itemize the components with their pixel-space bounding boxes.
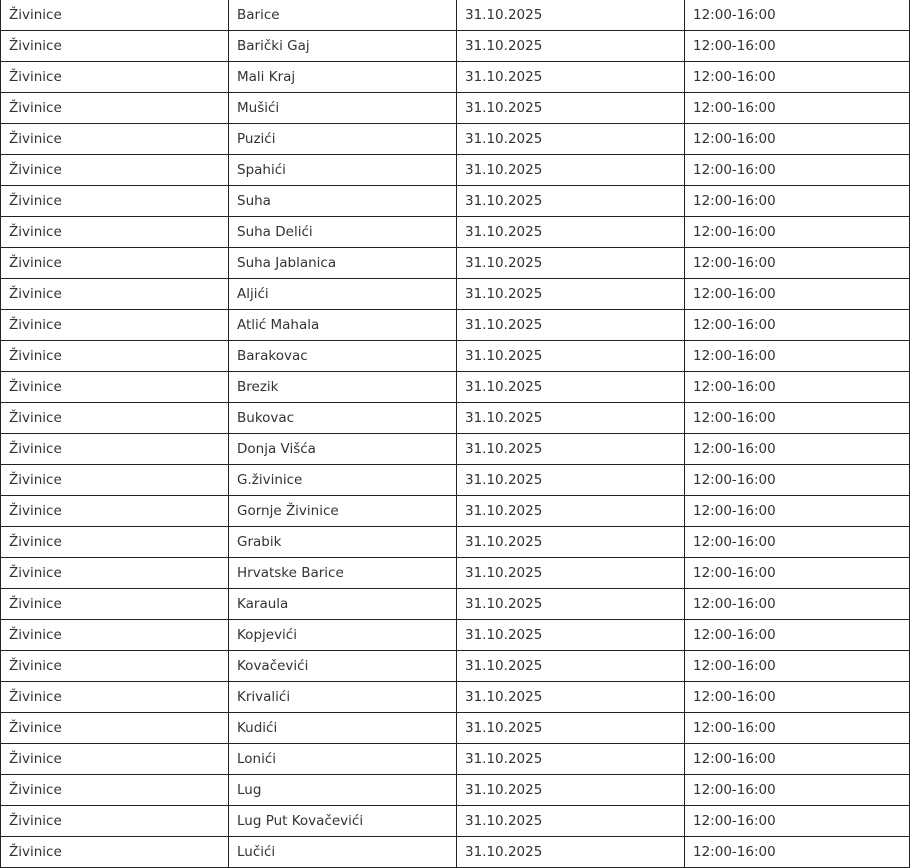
table-row	[1, 248, 910, 279]
municipality-cell: Živinice	[1, 682, 229, 713]
table-row	[1, 62, 910, 93]
table-row	[1, 589, 910, 620]
settlement-cell: Kovačevići	[229, 651, 457, 682]
time-cell: 12:00-16:00	[685, 527, 910, 558]
date-cell: 31.10.2025	[457, 403, 685, 434]
settlement-cell: Aljići	[229, 279, 457, 310]
date-cell: 31.10.2025	[457, 527, 685, 558]
municipality-cell: Živinice	[1, 93, 229, 124]
settlement-cell: Lug	[229, 775, 457, 806]
date-cell: 31.10.2025	[457, 31, 685, 62]
date-cell: 31.10.2025	[457, 279, 685, 310]
time-cell: 12:00-16:00	[685, 713, 910, 744]
municipality-cell: Živinice	[1, 0, 229, 31]
date-cell: 31.10.2025	[457, 589, 685, 620]
time-cell: 12:00-16:00	[685, 186, 910, 217]
time-cell: 12:00-16:00	[685, 0, 910, 31]
settlement-cell: Donja Višća	[229, 434, 457, 465]
settlement-cell: Brezik	[229, 372, 457, 403]
settlement-cell: Suha	[229, 186, 457, 217]
time-cell: 12:00-16:00	[685, 620, 910, 651]
table-body	[1, 0, 910, 868]
time-cell: 12:00-16:00	[685, 651, 910, 682]
table-row	[1, 558, 910, 589]
date-cell: 31.10.2025	[457, 93, 685, 124]
municipality-cell: Živinice	[1, 651, 229, 682]
time-cell: 12:00-16:00	[685, 837, 910, 868]
table-row	[1, 806, 910, 837]
municipality-cell: Živinice	[1, 434, 229, 465]
time-cell: 12:00-16:00	[685, 124, 910, 155]
settlement-cell: G.živinice	[229, 465, 457, 496]
time-cell: 12:00-16:00	[685, 775, 910, 806]
municipality-cell: Živinice	[1, 155, 229, 186]
date-cell: 31.10.2025	[457, 434, 685, 465]
time-cell: 12:00-16:00	[685, 558, 910, 589]
table-row	[1, 527, 910, 558]
table-row	[1, 124, 910, 155]
time-cell: 12:00-16:00	[685, 155, 910, 186]
time-cell: 12:00-16:00	[685, 465, 910, 496]
time-cell: 12:00-16:00	[685, 589, 910, 620]
municipality-cell: Živinice	[1, 589, 229, 620]
settlement-cell: Puzići	[229, 124, 457, 155]
settlement-cell: Atlić Mahala	[229, 310, 457, 341]
date-cell: 31.10.2025	[457, 837, 685, 868]
settlement-cell: Suha Jablanica	[229, 248, 457, 279]
municipality-cell: Živinice	[1, 465, 229, 496]
settlement-cell: Kopjevići	[229, 620, 457, 651]
table-row	[1, 682, 910, 713]
table-row	[1, 713, 910, 744]
municipality-cell: Živinice	[1, 806, 229, 837]
municipality-cell: Živinice	[1, 310, 229, 341]
time-cell: 12:00-16:00	[685, 682, 910, 713]
table-row	[1, 651, 910, 682]
table-row	[1, 341, 910, 372]
municipality-cell: Živinice	[1, 403, 229, 434]
table-row	[1, 0, 910, 31]
settlement-cell: Lug Put Kovačevići	[229, 806, 457, 837]
table-row	[1, 496, 910, 527]
table-row	[1, 434, 910, 465]
settlement-cell: Barički Gaj	[229, 31, 457, 62]
settlement-cell: Suha Delići	[229, 217, 457, 248]
table-row	[1, 403, 910, 434]
table-row	[1, 186, 910, 217]
time-cell: 12:00-16:00	[685, 372, 910, 403]
time-cell: 12:00-16:00	[685, 279, 910, 310]
settlement-cell: Barice	[229, 0, 457, 31]
table-row	[1, 775, 910, 806]
date-cell: 31.10.2025	[457, 744, 685, 775]
time-cell: 12:00-16:00	[685, 744, 910, 775]
date-cell: 31.10.2025	[457, 620, 685, 651]
municipality-cell: Živinice	[1, 372, 229, 403]
date-cell: 31.10.2025	[457, 310, 685, 341]
settlement-cell: Gornje Živinice	[229, 496, 457, 527]
municipality-cell: Živinice	[1, 744, 229, 775]
settlement-cell: Mušići	[229, 93, 457, 124]
time-cell: 12:00-16:00	[685, 341, 910, 372]
settlement-cell: Kudići	[229, 713, 457, 744]
time-cell: 12:00-16:00	[685, 31, 910, 62]
date-cell: 31.10.2025	[457, 558, 685, 589]
date-cell: 31.10.2025	[457, 62, 685, 93]
time-cell: 12:00-16:00	[685, 248, 910, 279]
table-row	[1, 310, 910, 341]
settlement-cell: Krivalići	[229, 682, 457, 713]
table-row	[1, 279, 910, 310]
table-row	[1, 93, 910, 124]
time-cell: 12:00-16:00	[685, 310, 910, 341]
table-row	[1, 465, 910, 496]
date-cell: 31.10.2025	[457, 186, 685, 217]
settlement-cell: Lučići	[229, 837, 457, 868]
date-cell: 31.10.2025	[457, 806, 685, 837]
date-cell: 31.10.2025	[457, 124, 685, 155]
settlement-cell: Karaula	[229, 589, 457, 620]
date-cell: 31.10.2025	[457, 651, 685, 682]
time-cell: 12:00-16:00	[685, 217, 910, 248]
municipality-cell: Živinice	[1, 496, 229, 527]
table-row	[1, 31, 910, 62]
municipality-cell: Živinice	[1, 124, 229, 155]
settlement-cell: Lonići	[229, 744, 457, 775]
date-cell: 31.10.2025	[457, 372, 685, 403]
date-cell: 31.10.2025	[457, 217, 685, 248]
municipality-cell: Živinice	[1, 558, 229, 589]
date-cell: 31.10.2025	[457, 775, 685, 806]
date-cell: 31.10.2025	[457, 713, 685, 744]
municipality-cell: Živinice	[1, 279, 229, 310]
settlement-cell: Spahići	[229, 155, 457, 186]
settlement-cell: Mali Kraj	[229, 62, 457, 93]
date-cell: 31.10.2025	[457, 0, 685, 31]
table-row	[1, 155, 910, 186]
settlement-cell: Hrvatske Barice	[229, 558, 457, 589]
table-row	[1, 837, 910, 868]
municipality-cell: Živinice	[1, 837, 229, 868]
table-row	[1, 620, 910, 651]
time-cell: 12:00-16:00	[685, 62, 910, 93]
time-cell: 12:00-16:00	[685, 403, 910, 434]
municipality-cell: Živinice	[1, 31, 229, 62]
date-cell: 31.10.2025	[457, 341, 685, 372]
date-cell: 31.10.2025	[457, 496, 685, 527]
table-row	[1, 217, 910, 248]
municipality-cell: Živinice	[1, 217, 229, 248]
municipality-cell: Živinice	[1, 620, 229, 651]
date-cell: 31.10.2025	[457, 155, 685, 186]
municipality-cell: Živinice	[1, 713, 229, 744]
time-cell: 12:00-16:00	[685, 434, 910, 465]
table-row	[1, 372, 910, 403]
settlement-cell: Barakovac	[229, 341, 457, 372]
municipality-cell: Živinice	[1, 62, 229, 93]
date-cell: 31.10.2025	[457, 682, 685, 713]
table-row	[1, 744, 910, 775]
settlement-cell: Grabik	[229, 527, 457, 558]
municipality-cell: Živinice	[1, 527, 229, 558]
date-cell: 31.10.2025	[457, 248, 685, 279]
municipality-cell: Živinice	[1, 186, 229, 217]
date-cell: 31.10.2025	[457, 465, 685, 496]
municipality-cell: Živinice	[1, 248, 229, 279]
municipality-cell: Živinice	[1, 775, 229, 806]
time-cell: 12:00-16:00	[685, 93, 910, 124]
settlement-cell: Bukovac	[229, 403, 457, 434]
time-cell: 12:00-16:00	[685, 496, 910, 527]
time-cell: 12:00-16:00	[685, 806, 910, 837]
municipality-cell: Živinice	[1, 341, 229, 372]
